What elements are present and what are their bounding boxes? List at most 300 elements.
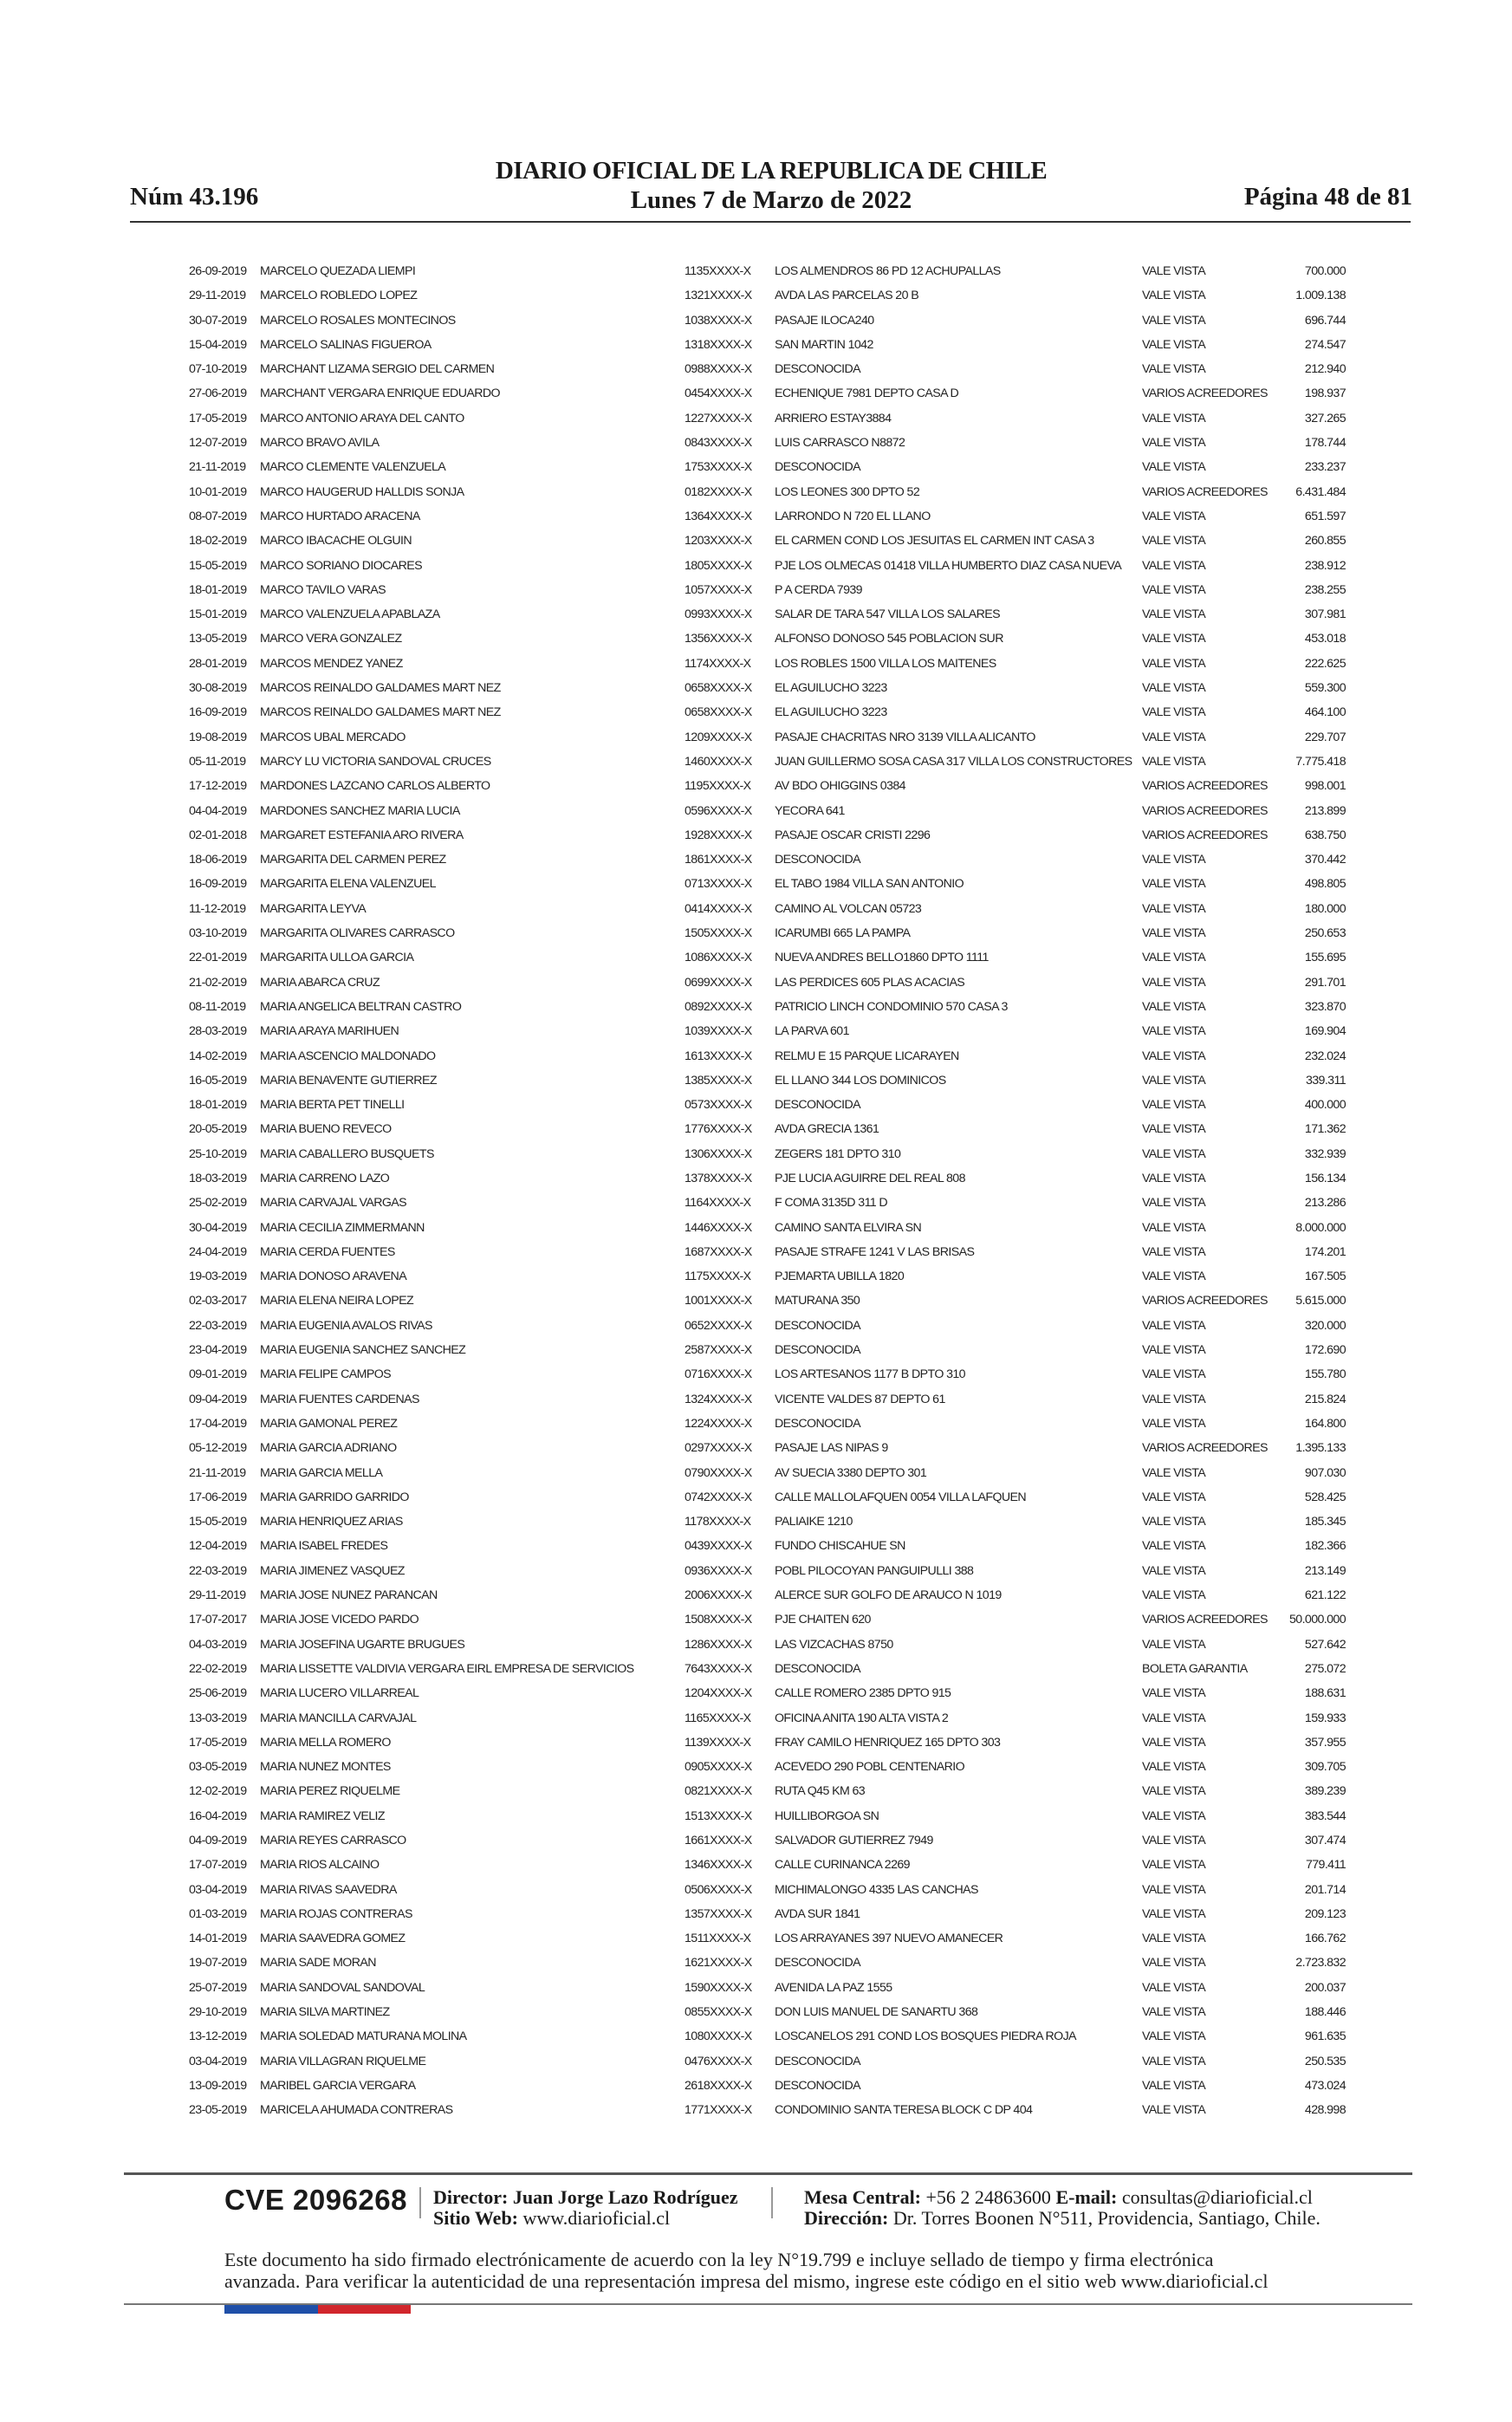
row-address: PASAJE OSCAR CRISTI 2296 [775, 828, 931, 842]
row-amount: 238.912 [1304, 558, 1346, 573]
row-document-type: VALE VISTA [1142, 901, 1206, 916]
row-rut: 1178XXXX-X [685, 1515, 751, 1529]
row-address: SALAR DE TARA 547 VILLA LOS SALARES [775, 607, 1001, 622]
row-amount: 323.870 [1304, 999, 1346, 1014]
table-row [0, 945, 1512, 970]
row-rut: 1364XXXX-X [685, 509, 752, 523]
table-row [0, 1779, 1512, 1803]
row-rut: 0843XXXX-X [685, 436, 752, 451]
row-document-type: VALE VISTA [1142, 362, 1206, 377]
row-date: 02-03-2017 [189, 1294, 247, 1308]
row-date: 20-05-2019 [189, 1122, 247, 1137]
row-name: MARCY LU VICTORIA SANDOVAL CRUCES [260, 754, 491, 769]
table-row [0, 1142, 1512, 1166]
row-address: DON LUIS MANUEL DE SANARTU 368 [775, 2005, 978, 2020]
row-rut: 1175XXXX-X [685, 1269, 751, 1284]
row-date: 22-03-2019 [189, 1318, 247, 1333]
row-name: MARIA MANCILLA CARVAJAL [260, 1711, 417, 1725]
row-document-type: VALE VISTA [1142, 1146, 1206, 1161]
table-row [0, 1951, 1512, 1975]
site-link[interactable]: www.diarioficial.cl [522, 2207, 671, 2229]
row-address: PALIAIKE 1210 [775, 1515, 853, 1529]
row-date: 29-11-2019 [189, 289, 246, 303]
row-name: MARIA DONOSO ARAVENA [260, 1269, 407, 1284]
row-amount: 274.547 [1304, 337, 1346, 352]
row-date: 21-11-2019 [189, 460, 246, 475]
row-address: DESCONOCIDA [775, 1343, 861, 1358]
row-rut: 1511XXXX-X [685, 1932, 751, 1946]
row-name: MARGARITA OLIVARES CARRASCO [260, 926, 455, 941]
row-rut: 2618XXXX-X [685, 2078, 752, 2093]
row-address: LAS VIZCACHAS 8750 [775, 1637, 893, 1652]
row-rut: 0855XXXX-X [685, 2005, 752, 2020]
table-row [0, 1510, 1512, 1534]
row-name: MARCOS MENDEZ YANEZ [260, 656, 403, 671]
row-address: FRAY CAMILO HENRIQUEZ 165 DPTO 303 [775, 1735, 1001, 1750]
row-rut: 0439XXXX-X [685, 1539, 752, 1554]
row-amount: 307.474 [1304, 1834, 1346, 1847]
table-row [0, 1730, 1512, 1755]
footer-separator [419, 2187, 421, 2218]
row-date: 21-02-2019 [189, 975, 247, 990]
row-document-type: VALE VISTA [1142, 730, 1206, 744]
row-rut: 1861XXXX-X [685, 853, 752, 867]
row-rut: 1139XXXX-X [685, 1735, 751, 1750]
table-row [0, 2000, 1512, 2024]
row-document-type: VARIOS ACREEDORES [1142, 803, 1268, 818]
row-address: AVDA LAS PARCELAS 20 B [775, 289, 919, 303]
table-row [0, 1240, 1512, 1264]
row-name: MARCO VALENZUELA APABLAZA [260, 607, 440, 622]
row-address: LARRONDO N 720 EL LLANO [775, 509, 931, 523]
row-document-type: VALE VISTA [1142, 1808, 1206, 1823]
table-row [0, 2074, 1512, 2098]
row-date: 23-04-2019 [189, 1343, 247, 1358]
row-name: MARDONES LAZCANO CARLOS ALBERTO [260, 779, 490, 794]
table-row [0, 2098, 1512, 2122]
row-document-type: VALE VISTA [1142, 1098, 1206, 1113]
row-document-type: VALE VISTA [1142, 1906, 1206, 1921]
header-divider [130, 221, 1411, 223]
row-date: 29-10-2019 [189, 2005, 247, 2020]
row-date: 28-03-2019 [189, 1024, 247, 1039]
row-rut: 1590XXXX-X [685, 1980, 752, 1995]
row-amount: 164.800 [1304, 1416, 1346, 1431]
row-address: ACEVEDO 290 POBL CENTENARIO [775, 1760, 965, 1775]
row-document-type: VALE VISTA [1142, 1416, 1206, 1431]
mesa-phone: +56 2 24863600 [925, 2186, 1051, 2208]
row-document-type: VALE VISTA [1142, 460, 1206, 475]
row-date: 10-01-2019 [189, 484, 247, 499]
row-rut: 1324XXXX-X [685, 1392, 752, 1406]
row-date: 23-05-2019 [189, 2103, 247, 2118]
row-date: 07-10-2019 [189, 362, 247, 377]
row-address: CONDOMINIO SANTA TERESA BLOCK C DP 404 [775, 2103, 1033, 2118]
row-address: EL AGUILUCHO 3223 [775, 705, 887, 720]
row-document-type: VALE VISTA [1142, 1711, 1206, 1725]
footer-divider [124, 2172, 1412, 2175]
row-rut: 0454XXXX-X [685, 386, 752, 401]
row-amount: 320.000 [1304, 1318, 1346, 1333]
table-row [0, 921, 1512, 945]
row-address: ECHENIQUE 7981 DEPTO CASA D [775, 386, 959, 401]
row-date: 16-09-2019 [189, 877, 247, 892]
records-table [0, 259, 1512, 2123]
row-amount: 383.544 [1304, 1808, 1346, 1823]
row-address: PJE LUCIA AGUIRRE DEL REAL 808 [775, 1171, 965, 1185]
row-rut: 1321XXXX-X [685, 289, 752, 303]
row-rut: 0573XXXX-X [685, 1098, 752, 1113]
row-document-type: VALE VISTA [1142, 1588, 1206, 1603]
director-block [433, 2187, 738, 2229]
row-date: 18-02-2019 [189, 534, 247, 549]
row-name: MARIA RIVAS SAAVEDRA [260, 1882, 397, 1897]
row-document-type: VALE VISTA [1142, 999, 1206, 1014]
row-amount: 233.237 [1304, 460, 1346, 475]
row-amount: 1.009.138 [1295, 289, 1346, 303]
table-row [0, 1657, 1512, 1681]
row-rut: 1508XXXX-X [685, 1613, 752, 1627]
row-date: 14-02-2019 [189, 1049, 247, 1063]
row-date: 11-12-2019 [189, 901, 246, 916]
row-address: EL LLANO 344 LOS DOMINICOS [775, 1073, 946, 1088]
table-row [0, 1216, 1512, 1240]
row-date: 04-04-2019 [189, 803, 247, 818]
table-row [0, 1976, 1512, 2000]
row-rut: 1385XXXX-X [685, 1073, 752, 1088]
row-date: 30-04-2019 [189, 1220, 247, 1235]
row-amount: 188.446 [1304, 2005, 1346, 2020]
row-date: 12-04-2019 [189, 1539, 247, 1554]
row-address: SAN MARTIN 1042 [775, 337, 873, 352]
table-row [0, 897, 1512, 921]
row-amount: 453.018 [1304, 632, 1346, 646]
row-document-type: VALE VISTA [1142, 1392, 1206, 1406]
row-date: 16-05-2019 [189, 1073, 247, 1088]
table-row [0, 406, 1512, 431]
row-date: 13-05-2019 [189, 632, 247, 646]
row-document-type: VALE VISTA [1142, 1318, 1206, 1333]
row-name: MARCELO ROBLEDO LOPEZ [260, 289, 418, 303]
table-row [0, 1436, 1512, 1460]
table-row [0, 1878, 1512, 1902]
row-address: PATRICIO LINCH CONDOMINIO 570 CASA 3 [775, 999, 1008, 1014]
row-rut: 0476XXXX-X [685, 2054, 752, 2068]
chile-flag-stripe [224, 2305, 411, 2314]
row-rut: 0658XXXX-X [685, 705, 752, 720]
row-document-type: VALE VISTA [1142, 681, 1206, 696]
row-document-type: VALE VISTA [1142, 289, 1206, 303]
row-address: ALFONSO DONOSO 545 POBLACION SUR [775, 632, 1003, 646]
row-rut: 0506XXXX-X [685, 1882, 752, 1897]
row-rut: 1224XXXX-X [685, 1416, 752, 1431]
row-address: DESCONOCIDA [775, 2078, 861, 2093]
row-document-type: VALE VISTA [1142, 1956, 1206, 1971]
row-document-type: VALE VISTA [1142, 1735, 1206, 1750]
row-name: MARGARITA ULLOA GARCIA [260, 951, 414, 965]
footer-separator [771, 2187, 773, 2218]
row-name: MARCO VERA GONZALEZ [260, 632, 402, 646]
row-date: 09-04-2019 [189, 1392, 247, 1406]
row-date: 08-11-2019 [189, 999, 246, 1014]
row-address: AV BDO OHIGGINS 0384 [775, 779, 905, 794]
table-row [0, 1485, 1512, 1510]
table-row [0, 602, 1512, 627]
row-rut: 1227XXXX-X [685, 411, 752, 425]
row-amount: 174.201 [1304, 1244, 1346, 1259]
email-link[interactable]: consultas@diarioficial.cl [1121, 2186, 1313, 2208]
row-amount: 232.024 [1304, 1049, 1346, 1063]
row-rut: 1753XXXX-X [685, 460, 752, 475]
row-rut: 0297XXXX-X [685, 1441, 752, 1456]
row-amount: 159.933 [1304, 1711, 1346, 1725]
table-row [0, 995, 1512, 1019]
row-name: MARIA VILLAGRAN RIQUELME [260, 2054, 426, 2068]
legal-line: Este documento ha sido firmado electrónicamente de acuerdo con la ley N°19.799 e incluye sellado de tiempo y firma electrónica [224, 2249, 1214, 2270]
row-rut: 0742XXXX-X [685, 1490, 752, 1504]
row-document-type: VALE VISTA [1142, 2029, 1206, 2044]
row-date: 16-04-2019 [189, 1808, 247, 1823]
row-address: LOS ARTESANOS 1177 B DPTO 310 [775, 1367, 965, 1382]
row-amount: 213.149 [1304, 1563, 1346, 1578]
row-document-type: VALE VISTA [1142, 951, 1206, 965]
row-address: DESCONOCIDA [775, 1956, 861, 1971]
row-rut: 1039XXXX-X [685, 1024, 752, 1039]
row-document-type: VALE VISTA [1142, 1343, 1206, 1358]
row-date: 22-01-2019 [189, 951, 247, 965]
row-name: MARIA ROJAS CONTRERAS [260, 1906, 412, 1921]
row-amount: 213.899 [1304, 803, 1346, 818]
row-name: MARCOS REINALDO GALDAMES MART NEZ [260, 705, 501, 720]
row-name: MARIA ARAYA MARIHUEN [260, 1024, 399, 1039]
table-row [0, 1559, 1512, 1583]
masthead [130, 156, 1412, 215]
row-date: 30-08-2019 [189, 681, 247, 696]
row-address: CAMINO AL VOLCAN 05723 [775, 901, 922, 916]
row-address: MATURANA 350 [775, 1294, 860, 1308]
row-address: ALERCE SUR GOLFO DE ARAUCO N 1019 [775, 1588, 1002, 1603]
row-document-type: VALE VISTA [1142, 1367, 1206, 1382]
row-amount: 8.000.000 [1295, 1220, 1346, 1235]
row-rut: 0892XXXX-X [685, 999, 752, 1014]
row-address: ARRIERO ESTAY3884 [775, 411, 892, 425]
row-amount: 400.000 [1304, 1098, 1346, 1113]
row-rut: 1001XXXX-X [685, 1294, 752, 1308]
table-row [0, 1706, 1512, 1730]
row-amount: 167.505 [1304, 1269, 1346, 1284]
row-amount: 200.037 [1304, 1980, 1346, 1995]
row-date: 19-07-2019 [189, 1956, 247, 1971]
row-amount: 389.239 [1304, 1784, 1346, 1799]
row-name: MARIA JIMENEZ VASQUEZ [260, 1563, 405, 1578]
row-address: AVDA GRECIA 1361 [775, 1122, 879, 1137]
row-amount: 50.000.000 [1288, 1613, 1346, 1627]
row-name: MARIA CABALLERO BUSQUETS [260, 1146, 434, 1161]
row-rut: 1195XXXX-X [685, 779, 751, 794]
row-amount: 250.535 [1304, 2054, 1346, 2068]
cve-code: CVE 2096268 [224, 2184, 407, 2216]
row-address: DESCONOCIDA [775, 1318, 861, 1333]
row-amount: 215.824 [1304, 1392, 1346, 1406]
row-address: DESCONOCIDA [775, 362, 861, 377]
row-address: CALLE MALLOLAFQUEN 0054 VILLA LAFQUEN [775, 1490, 1027, 1504]
row-rut: 1621XXXX-X [685, 1956, 752, 1971]
row-address: SALVADOR GUTIERREZ 7949 [775, 1834, 933, 1847]
row-name: MARGARITA DEL CARMEN PEREZ [260, 853, 446, 867]
row-document-type: VALE VISTA [1142, 705, 1206, 720]
row-amount: 169.904 [1304, 1024, 1346, 1039]
row-rut: 0658XXXX-X [685, 681, 752, 696]
row-date: 03-04-2019 [189, 1882, 247, 1897]
row-rut: 0790XXXX-X [685, 1465, 752, 1480]
table-row [0, 971, 1512, 995]
row-name: MARCHANT LIZAMA SERGIO DEL CARMEN [260, 362, 495, 377]
row-rut: 1209XXXX-X [685, 730, 752, 744]
row-name: MARIA GARCIA ADRIANO [260, 1441, 397, 1456]
row-name: MARCO IBACACHE OLGUIN [260, 534, 412, 549]
row-address: FUNDO CHISCAHUE SN [775, 1539, 905, 1554]
row-date: 17-12-2019 [189, 779, 247, 794]
row-amount: 779.411 [1305, 1858, 1346, 1873]
row-amount: 188.631 [1304, 1686, 1346, 1701]
page-number: Página 48 de 81 [1243, 183, 1412, 211]
row-document-type: VALE VISTA [1142, 1882, 1206, 1897]
row-address: LOSCANELOS 291 COND LOS BOSQUES PIEDRA ROJA [775, 2029, 1076, 2044]
row-document-type: VALE VISTA [1142, 411, 1206, 425]
row-address: PASAJE LAS NIPAS 9 [775, 1441, 888, 1456]
row-date: 24-04-2019 [189, 1244, 247, 1259]
row-rut: 1460XXXX-X [685, 754, 752, 769]
table-row [0, 1902, 1512, 1926]
row-name: MARIA GARRIDO GARRIDO [260, 1490, 409, 1504]
row-address: LOS ARRAYANES 397 NUEVO AMANECER [775, 1932, 1003, 1946]
table-row [0, 1755, 1512, 1779]
row-date: 14-01-2019 [189, 1932, 247, 1946]
row-address: DESCONOCIDA [775, 460, 861, 475]
table-row [0, 1828, 1512, 1853]
row-date: 15-05-2019 [189, 1515, 247, 1529]
row-address: PASAJE ILOCA240 [775, 313, 874, 328]
row-name: MARIA FUENTES CARDENAS [260, 1392, 419, 1406]
row-document-type: VALE VISTA [1142, 2005, 1206, 2020]
row-date: 30-07-2019 [189, 313, 247, 328]
row-rut: 1080XXXX-X [685, 2029, 752, 2044]
row-address: DESCONOCIDA [775, 2054, 861, 2068]
flag-blue-stripe [224, 2305, 318, 2314]
row-amount: 180.000 [1304, 901, 1346, 916]
row-amount: 260.855 [1304, 534, 1346, 549]
table-row [0, 554, 1512, 578]
row-document-type: VALE VISTA [1142, 1834, 1206, 1847]
table-row [0, 1804, 1512, 1828]
row-rut: 0699XXXX-X [685, 975, 752, 990]
table-row [0, 1093, 1512, 1117]
row-document-type: VARIOS ACREEDORES [1142, 386, 1268, 401]
row-name: MARIA RAMIREZ VELIZ [260, 1808, 385, 1823]
row-date: 19-08-2019 [189, 730, 247, 744]
row-amount: 213.286 [1304, 1196, 1346, 1211]
row-document-type: VALE VISTA [1142, 509, 1206, 523]
row-amount: 229.707 [1304, 730, 1346, 744]
row-address: LA PARVA 601 [775, 1024, 849, 1039]
row-document-type: VALE VISTA [1142, 926, 1206, 941]
row-amount: 212.940 [1304, 362, 1346, 377]
table-row [0, 774, 1512, 798]
row-rut: 1805XXXX-X [685, 558, 752, 573]
row-date: 17-07-2017 [189, 1613, 247, 1627]
row-amount: 7.775.418 [1295, 754, 1346, 769]
row-date: 15-01-2019 [189, 607, 247, 622]
row-rut: 1346XXXX-X [685, 1858, 752, 1873]
row-name: MARCELO ROSALES MONTECINOS [260, 313, 456, 328]
row-address: LOS ALMENDROS 86 PD 12 ACHUPALLAS [775, 264, 1001, 278]
legal-line: avanzada. Para verificar la autenticidad de una representación impresa del mismo, ingrese este código en el sitio web www.diarioficial.cl [224, 2270, 1269, 2292]
row-amount: 907.030 [1304, 1465, 1346, 1480]
table-row [0, 750, 1512, 774]
row-name: MARIA LUCERO VILLARREAL [260, 1686, 419, 1701]
row-rut: 2587XXXX-X [685, 1343, 752, 1358]
row-document-type: VALE VISTA [1142, 1073, 1206, 1088]
table-row [0, 823, 1512, 847]
row-date: 17-07-2019 [189, 1858, 247, 1873]
row-name: MARIA JOSE VICEDO PARDO [260, 1613, 419, 1627]
row-amount: 171.362 [1304, 1122, 1346, 1137]
row-date: 08-07-2019 [189, 509, 247, 523]
row-document-type: VALE VISTA [1142, 2054, 1206, 2068]
row-name: MARIA RIOS ALCAINO [260, 1858, 380, 1873]
row-address: LOS ROBLES 1500 VILLA LOS MAITENES [775, 656, 996, 671]
table-row [0, 1191, 1512, 1215]
row-address: OFICINA ANITA 190 ALTA VISTA 2 [775, 1711, 949, 1725]
row-rut: 1174XXXX-X [685, 656, 751, 671]
director-label: Director: [433, 2186, 509, 2208]
row-document-type: VARIOS ACREEDORES [1142, 1441, 1268, 1456]
row-address: NUEVA ANDRES BELLO1860 DPTO 1111 [775, 951, 989, 965]
row-rut: 0993XXXX-X [685, 607, 752, 622]
row-address: AV SUECIA 3380 DEPTO 301 [775, 1465, 927, 1480]
row-rut: 0821XXXX-X [685, 1784, 752, 1799]
row-name: MARCELO QUEZADA LIEMPI [260, 264, 416, 278]
row-rut: 7643XXXX-X [685, 1661, 752, 1676]
row-rut: 1057XXXX-X [685, 582, 752, 597]
row-name: MARCO ANTONIO ARAYA DEL CANTO [260, 411, 464, 425]
table-row [0, 357, 1512, 381]
row-name: MARIA BUENO REVECO [260, 1122, 392, 1137]
row-rut: 1928XXXX-X [685, 828, 752, 842]
row-document-type: VALE VISTA [1142, 1024, 1206, 1039]
table-row [0, 1264, 1512, 1289]
row-document-type: VALE VISTA [1142, 1760, 1206, 1775]
row-document-type: VALE VISTA [1142, 1196, 1206, 1211]
row-date: 05-12-2019 [189, 1441, 247, 1456]
row-address: AVENIDA LA PAZ 1555 [775, 1980, 892, 1995]
row-rut: 0182XXXX-X [685, 484, 752, 499]
table-row [0, 1412, 1512, 1436]
row-rut: 0936XXXX-X [685, 1563, 752, 1578]
row-address: PJE CHAITEN 620 [775, 1613, 871, 1627]
row-date: 21-11-2019 [189, 1465, 246, 1480]
row-amount: 198.937 [1304, 386, 1346, 401]
row-name: MARDONES SANCHEZ MARIA LUCIA [260, 803, 460, 818]
row-name: MARIA SOLEDAD MATURANA MOLINA [260, 2029, 467, 2044]
row-name: MARCO HURTADO ARACENA [260, 509, 420, 523]
table-row [0, 1019, 1512, 1043]
row-document-type: VALE VISTA [1142, 1932, 1206, 1946]
row-document-type: VALE VISTA [1142, 607, 1206, 622]
row-name: MARCHANT VERGARA ENRIQUE EDUARDO [260, 386, 500, 401]
row-document-type: VALE VISTA [1142, 1171, 1206, 1185]
row-date: 25-07-2019 [189, 1980, 247, 1995]
